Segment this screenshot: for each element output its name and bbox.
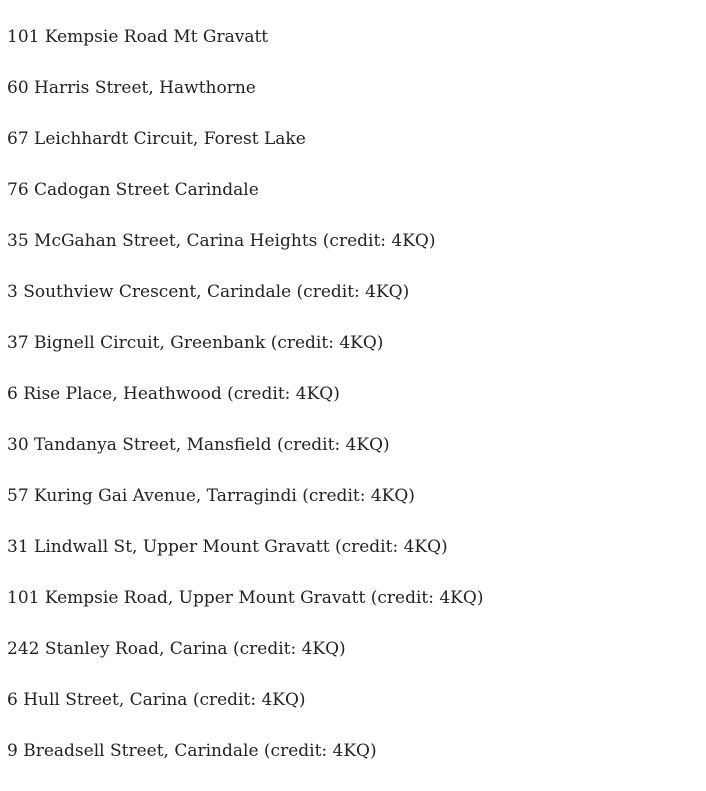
address-list: [7, 26, 483, 791]
address-item: 9 Breadsell Street, Carindale (credit: 4KQ): [7, 741, 377, 761]
address-item: 101 Kempsie Road, Upper Mount Gravatt (credit: 4KQ): [7, 588, 484, 608]
address-item: 35 McGahan Street, Carina Heights (credit: 4KQ): [7, 231, 436, 251]
address-item: 242 Stanley Road, Carina (credit: 4KQ): [7, 639, 346, 659]
address-item: 30 Tandanya Street, Mansfield (credit: 4KQ): [7, 435, 390, 455]
address-item: 60 Harris Street, Hawthorne: [7, 78, 256, 98]
address-item: 6 Hull Street, Carina (credit: 4KQ): [7, 690, 306, 710]
address-item: 3 Southview Crescent, Carindale (credit: 4KQ): [7, 282, 410, 302]
address-item: 76 Cadogan Street Carindale: [7, 180, 259, 200]
address-item: 57 Kuring Gai Avenue, Tarragindi (credit: 4KQ): [7, 486, 415, 506]
address-item: 6 Rise Place, Heathwood (credit: 4KQ): [7, 384, 340, 404]
address-item: 101 Kempsie Road Mt Gravatt: [7, 27, 269, 47]
address-item: 67 Leichhardt Circuit, Forest Lake: [7, 129, 306, 149]
address-item: 31 Lindwall St, Upper Mount Gravatt (credit: 4KQ): [7, 537, 448, 557]
address-item: 37 Bignell Circuit, Greenbank (credit: 4KQ): [7, 333, 384, 353]
